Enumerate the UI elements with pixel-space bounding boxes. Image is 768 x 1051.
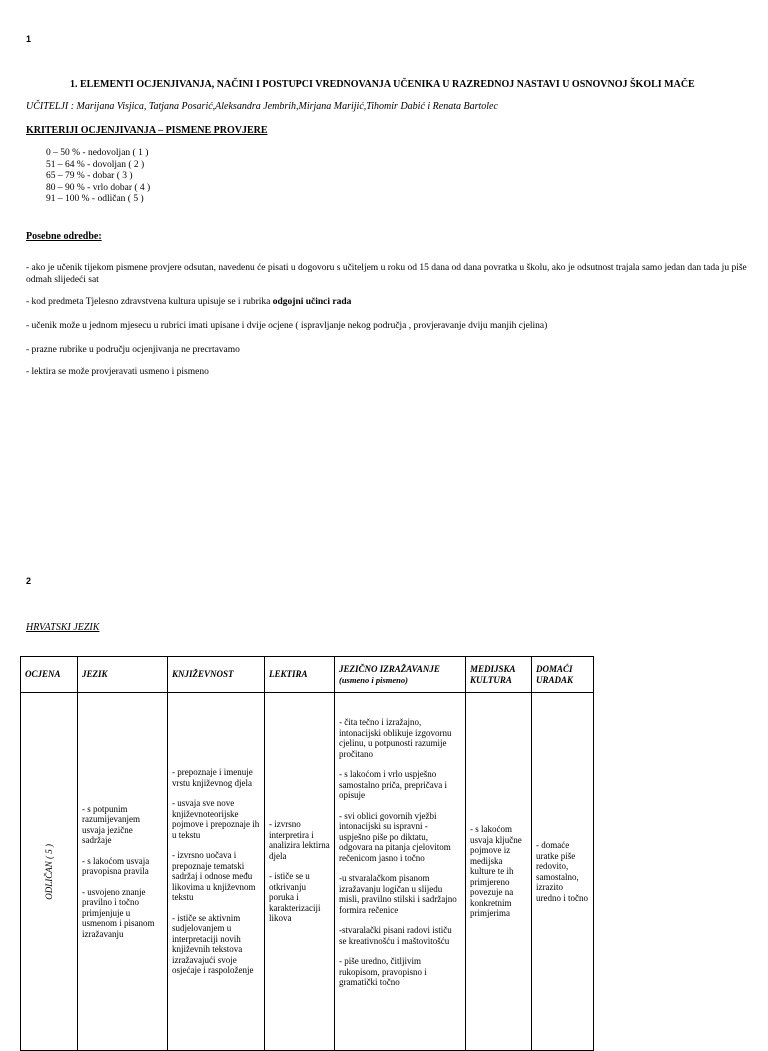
provision-note bbox=[26, 297, 756, 309]
subject-title: HRVATSKI JEZIK bbox=[26, 622, 100, 633]
grade-scale-item: 80 – 90 % - vrlo dobar ( 4 ) bbox=[46, 182, 151, 193]
criterion-item: - s lakoćom usvaja ključne pojmove iz medijska kulture te ih primjereno povezuje na konkretnim primjerima bbox=[470, 824, 522, 919]
header-jezik: JEZIK bbox=[78, 657, 168, 693]
knjizevnost-cell bbox=[168, 693, 265, 1051]
special-provisions-title: Posebne odredbe: bbox=[26, 231, 102, 242]
document-heading: 1. ELEMENTI OCJENJIVANJA, NAČINI I POSTUPCI VREDNOVANJA UČENIKA U RAZREDNOJ NASTAVI U OSNOVNOJ ŠKOLI MAČE bbox=[70, 79, 695, 90]
jezik-cell bbox=[78, 693, 168, 1051]
criterion-item: - izvrsno uočava i prepoznaje tematski sadržaj i odnose među likovima u književnom tekstu bbox=[172, 850, 256, 903]
provision-note-text: - kod predmeta Tjelesno zdravstvena kultura upisuje se i rubrika bbox=[26, 297, 273, 307]
grade-scale-list bbox=[46, 148, 150, 206]
header-izrazavanje-title: JEZIČNO IZRAŽAVANJE bbox=[339, 664, 440, 674]
grading-table bbox=[20, 656, 594, 1051]
table-row bbox=[21, 693, 594, 1051]
header-izrazavanje bbox=[335, 657, 466, 693]
table-header-row bbox=[21, 657, 594, 693]
criterion-item: -stvaralački pisani radovi ističu se kreativnošću i maštovitošću bbox=[339, 925, 452, 946]
criterion-item: -u stvaralačkom pisanom izražavanju logičan u slijedu misli, pravilno stilski i sadržajno formira rečenice bbox=[339, 873, 457, 915]
provision-note: - lektira se može provjeravati usmeno i pismeno bbox=[26, 367, 209, 377]
grade-label: ODLIČAN ( 5 ) bbox=[43, 843, 54, 900]
criterion-item: - ističe se u otkrivanju poruka i karakterizaciji likova bbox=[269, 871, 321, 924]
grade-scale-item: 91 – 100 % - odličan ( 5 ) bbox=[46, 194, 144, 204]
izrazavanje-cell bbox=[335, 693, 466, 1051]
criterion-item: - piše uredno, čitljivim rukopisom, pravopisno i gramatički točno bbox=[339, 956, 427, 987]
header-ocjena: OCJENA bbox=[21, 657, 78, 693]
criterion-item: - s lakoćom usvaja pravopisna pravila bbox=[82, 855, 150, 877]
teachers-line: UČITELJI : Marijana Visjica, Tatjana Posarić,Aleksandra Jembrih,Mirjana Marijić,Tihomir Dabić i Renata Bartolec bbox=[26, 101, 498, 112]
medijska-cell bbox=[466, 693, 532, 1051]
domaci-cell bbox=[532, 693, 594, 1051]
provision-note: - prazne rubrike u području ocjenjivanja ne precrtavamo bbox=[26, 345, 240, 355]
header-medijska: MEDIJSKA KULTURA bbox=[466, 657, 532, 693]
criterion-item: - čita tečno i izražajno, intonacijski oblikuje izgovornu cjelinu, u potpunosti razumije pročitano bbox=[339, 717, 452, 759]
criterion-item: - usvaja sve nove književnoteorijske pojmove i prepoznaje ih u tekstu bbox=[172, 798, 260, 840]
provision-note: - ako je učenik tijekom pismene provjere odsutan, navedenu će pisati u dogovoru s učiteljem u roku od 15 dana od dana povratka u školu, ako je odsutnost trajala samo jedan dan tada ju piše odmah slijedeći sat bbox=[26, 263, 747, 285]
header-domaci: DOMAĆI URADAK bbox=[532, 657, 594, 693]
criterion-item: - s lakoćom i vrlo uspješno samostalno priča, prepričava i opisuje bbox=[339, 769, 447, 800]
criterion-item: - usvojeno znanje pravilno i točno primjenjuje u usmenom i pisanom izražavanju bbox=[82, 886, 155, 939]
page-number: 1 bbox=[26, 34, 32, 44]
criteria-title: KRITERIJI OCJENJIVANJA – PISMENE PROVJERE bbox=[26, 125, 268, 136]
grade-scale-item: 0 – 50 % - nedovoljan ( 1 ) bbox=[46, 148, 149, 158]
criterion-item: - ističe se aktivnim sudjelovanjem u interpretaciji novih književnih tekstova izražavajući svoje osjećaje i raspoloženje bbox=[172, 912, 254, 976]
grade-scale-item: 65 – 79 % - dobar ( 3 ) bbox=[46, 171, 133, 181]
criterion-item: - prepoznaje i imenuje vrstu književnog djela bbox=[172, 767, 253, 788]
provision-note-emphasis: odgojni učinci rada bbox=[272, 297, 352, 307]
criterion-item: - svi oblici govornih vježbi intonacijski su ispravni - uspješno piše po diktatu, odgovara na pitanja cjelovitom rečenicom jasno i točno bbox=[339, 810, 451, 863]
header-izrazavanje-subtitle: (usmeno i pismeno) bbox=[339, 674, 408, 685]
header-knjizevnost: KNJIŽEVNOST bbox=[168, 657, 265, 693]
grade-cell bbox=[21, 693, 78, 1051]
criterion-item: - domaće uratke piše redovito, samostalno, izrazito uredno i točno bbox=[536, 840, 588, 903]
lektira-cell bbox=[265, 693, 335, 1051]
grade-scale-item: 51 – 64 % - dovoljan ( 2 ) bbox=[46, 159, 145, 170]
provision-note: - učenik može u jednom mjesecu u rubrici imati upisane i dvije ocjene ( ispravljanje nekog područja , provjeravanje dviju manjih cjelina) bbox=[26, 321, 548, 331]
criterion-item: - izvrsno interpretira i analizira lektirna djela bbox=[269, 819, 330, 861]
header-lektira: LEKTIRA bbox=[265, 657, 335, 693]
page-number: 2 bbox=[26, 576, 32, 586]
criterion-item: - s potpunim razumijevanjem usvaja jezične sadržaje bbox=[82, 803, 140, 846]
